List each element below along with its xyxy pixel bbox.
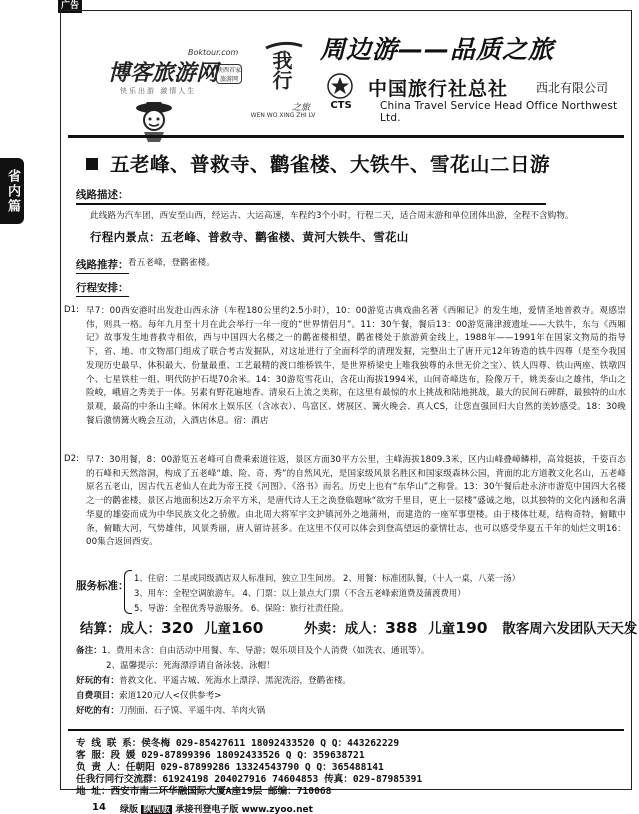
wozx-en: WEN WO XING ZHI LV bbox=[250, 112, 316, 119]
header-slogan: 周边游——品质之旅 bbox=[320, 35, 555, 64]
boke-badge: 陕西首家 旅游网 bbox=[216, 64, 242, 84]
sell-child-label: 儿童 bbox=[428, 621, 456, 637]
bullet-square-icon bbox=[86, 158, 98, 170]
settle-label: 结算：成人： bbox=[80, 621, 161, 637]
contact-row: 地 址：西安市南二环华融国际大厦A座19层 邮编：710068 bbox=[76, 786, 332, 797]
day2-tag: D2: bbox=[64, 454, 79, 464]
footer-url: www.zyoo.net bbox=[241, 805, 313, 814]
schedule-label: 行程安排： bbox=[76, 280, 129, 297]
footer-brand-badge: 陕西版 bbox=[143, 805, 171, 814]
footer-brand: 绿版 陕西版 承接刊登电子版 www.zyoo.net bbox=[120, 805, 313, 814]
note-row: 好玩的有：普救文化、平遥古城、死海水上漂浮、黑泥洗浴，登鹳雀楼。 bbox=[76, 676, 352, 686]
settle-child-price: 160 bbox=[231, 619, 264, 637]
route-desc: 此线路为汽车团，西安至山西，经运古、大运高速，车程约3个小时，行程二天，适合周末游和单位团体出游，全程不含购物。 bbox=[90, 211, 574, 221]
service-row: 1、住宿：二星或同级酒店双人标准间，独立卫生间房。 2、用餐：标准团队餐，（十人一桌，八菜一汤） bbox=[134, 573, 520, 583]
service-row: 3、用车：全程空调旅游车。 4、门票：以上景点大门票（不含五老峰索道费及蒲渡费用） bbox=[134, 588, 466, 598]
settle-child-label: 儿童 bbox=[204, 621, 232, 637]
page-title bbox=[86, 149, 550, 177]
boke-url: Boktour.com bbox=[188, 48, 239, 57]
contact-row: 客 服：段 媛 029-87899396 18092433526 Q Q：359638721 bbox=[76, 750, 365, 761]
wozx-seal: 我行 bbox=[269, 50, 293, 90]
day2-text: 早7：30用餐，8：00游览五老峰可自费乘索道往返，景区方面30平方公里，主峰海拔1809.3米，区内山峰叠嶂鳞栉，高耸挺拔，千姿百态的石峰和天然溶洞，构成了五老峰“雄、险、奇、秀”的自然风光，是国家级风景名胜区和国家级森林公园，背面的北方道教文化名山，五老峰原名五老山，因古代五老仙人在此为帝王授《河图》、《洛书》而名。历史上也有“东华山”之称誉。13：30午餐后赴永济市游览中国四大名楼之一的鹳雀楼，景区占地面积达2万余平方米，是唐代诗人王之涣登临题咏“欲穷千里目，更上一层楼”盛诚之地，以其独特的文化内涵和名满华夏的雄姿而成为中华民族文化之骄傲。由北周大将军宇文护镇河外之地蒲州，而建造的一座军事望楼。由于楼体壮观，结构奇特，俯瞰中条，俯瞰大河，气势雄伟，风景秀丽，唐人留诗甚多。在这里不仅可以体会到登高望远的豪情壮志，也可以感受华夏五千年的灿烂文明16：00集合返回西安。 bbox=[86, 455, 626, 548]
departure-note: 散客周六发团队天天发 bbox=[502, 621, 638, 637]
note-row: 好吃的有：刀削面、石子馍、平遥牛肉、羊肉火锅 bbox=[76, 706, 266, 716]
cts-logo-icon bbox=[326, 72, 354, 100]
ad-tag: 广告 bbox=[58, 0, 82, 13]
route-highlights: 行程内景点：五老峰、普救寺、鹳雀楼、黄河大铁牛、雪花山 bbox=[90, 230, 409, 244]
note-row: 自费项目：索道120元/人<仅供参考> bbox=[76, 691, 222, 701]
boke-name: 博客旅游网 bbox=[108, 61, 219, 86]
cts-name-en: China Travel Service Head Office Northwest Ltd. bbox=[380, 100, 618, 124]
cts-branch: 西北有限公司 bbox=[536, 81, 609, 95]
services-label: 服务标准： bbox=[76, 580, 129, 592]
boke-slogan: 快乐出游 激情人生 bbox=[120, 87, 197, 95]
contact-row: 负 责 人：任朝阳 029-87899286 13324543790 Q Q：365488141 bbox=[76, 762, 384, 773]
wozx-brand bbox=[250, 36, 316, 122]
note-row: 备注：1、费用未含：自由活动中用餐、车、导游；娱乐项目及个人消费（如洗衣、通讯等）。 bbox=[76, 646, 430, 656]
sell-child-price: 190 bbox=[455, 619, 488, 637]
contact-row: 任我行同行交流群：61924198 204027916 74604853 传真：029-87985391 bbox=[76, 774, 423, 785]
divider-contacts bbox=[68, 729, 624, 731]
sell-adult-price: 388 bbox=[385, 619, 418, 637]
page-title-text: 五老峰、普救寺、鹳雀楼、大铁牛、雪花山二日游 bbox=[110, 153, 551, 176]
services-brace bbox=[124, 570, 132, 614]
route-underline bbox=[76, 203, 546, 205]
route-label: 线路描述： bbox=[76, 187, 129, 204]
recommend-text: 看五老峰，登鹳雀楼。 bbox=[128, 258, 215, 268]
divider-top bbox=[68, 135, 624, 138]
price-row bbox=[80, 617, 637, 637]
sell-label: 外卖：成人： bbox=[304, 621, 386, 637]
contact-row: 专 线 联 系：侯冬梅 029-85427611 18092433520 Q Q：443262229 bbox=[76, 738, 400, 749]
settle-adult-price: 320 bbox=[161, 619, 194, 637]
recommend-label: 线路推荐： bbox=[76, 257, 129, 274]
wozx-sub: 之旅 bbox=[291, 103, 310, 113]
service-row: 5、导游：全程优秀导游服务。 6、保险：旅行社责任险。 bbox=[134, 603, 349, 613]
cts-label: CTS bbox=[330, 100, 352, 111]
side-tab-provincial: 省内篇 bbox=[0, 158, 24, 224]
day1-tag: D1: bbox=[64, 305, 79, 315]
cts-name-cn: 中国旅行社总社 bbox=[368, 78, 509, 100]
page-number: 14 bbox=[92, 802, 106, 813]
day1-text: 早7：00西安港时出发赴山西永济（车程180公里约2.5小时），10：00游览古典戏曲名著《西厢记》的发生地，爱情圣地普救寺。观感崇伟，则具一格。每年九月至十月在此会举行一年一度的“世界情侣月”。11：30午餐，餐后13：00游览蒲津渡遗址——大铁牛，东与《西厢记》故事发生地普救寺相依，西与中国四大名楼之一的鹳雀楼相望，鹳雀楼处于旅游黄金线上，1988年——1991年在国家文物局的指导下，省、地、市文物部门组成了联合考古发掘队，对这址进行了全面科学的清理发掘，完整出土了唐开元12年铸造的铁牛四尊（是至今我国发现历史最早、体积最大、份量最重、工艺最精的渡口维桥铁牛，是世界桥梁史上唯我独尊的永世无价之宝）、铁人四尊、铁山两座、铁墩四个、七星铁柱一组、明代防护石堤70余米。14：30游览雪花山，含花山海拔1994米，山间奇峰迭布，险像万千，姚美泰山之雄伟，华山之险峻，峨眉之秀美于一体。另素有野花遍地香、清泉石上流之美称，在这里有最惊的水上挑战和陆地挑战，最大的民间石碑群，最独特的山水景观，最高的中条山主峰。休闲水上娱乐区（含冰衣）、鸟富区、烤展区、篝火晚会、真人CS，让您直强回归大自然的美妙感受。18：30晚餐后激情篝火晚会互动，入酒店休息。宿：酒店 bbox=[86, 306, 626, 426]
note-row: 2、温馨提示：死海漂浮请自备泳装、泳帽！ bbox=[106, 661, 275, 671]
